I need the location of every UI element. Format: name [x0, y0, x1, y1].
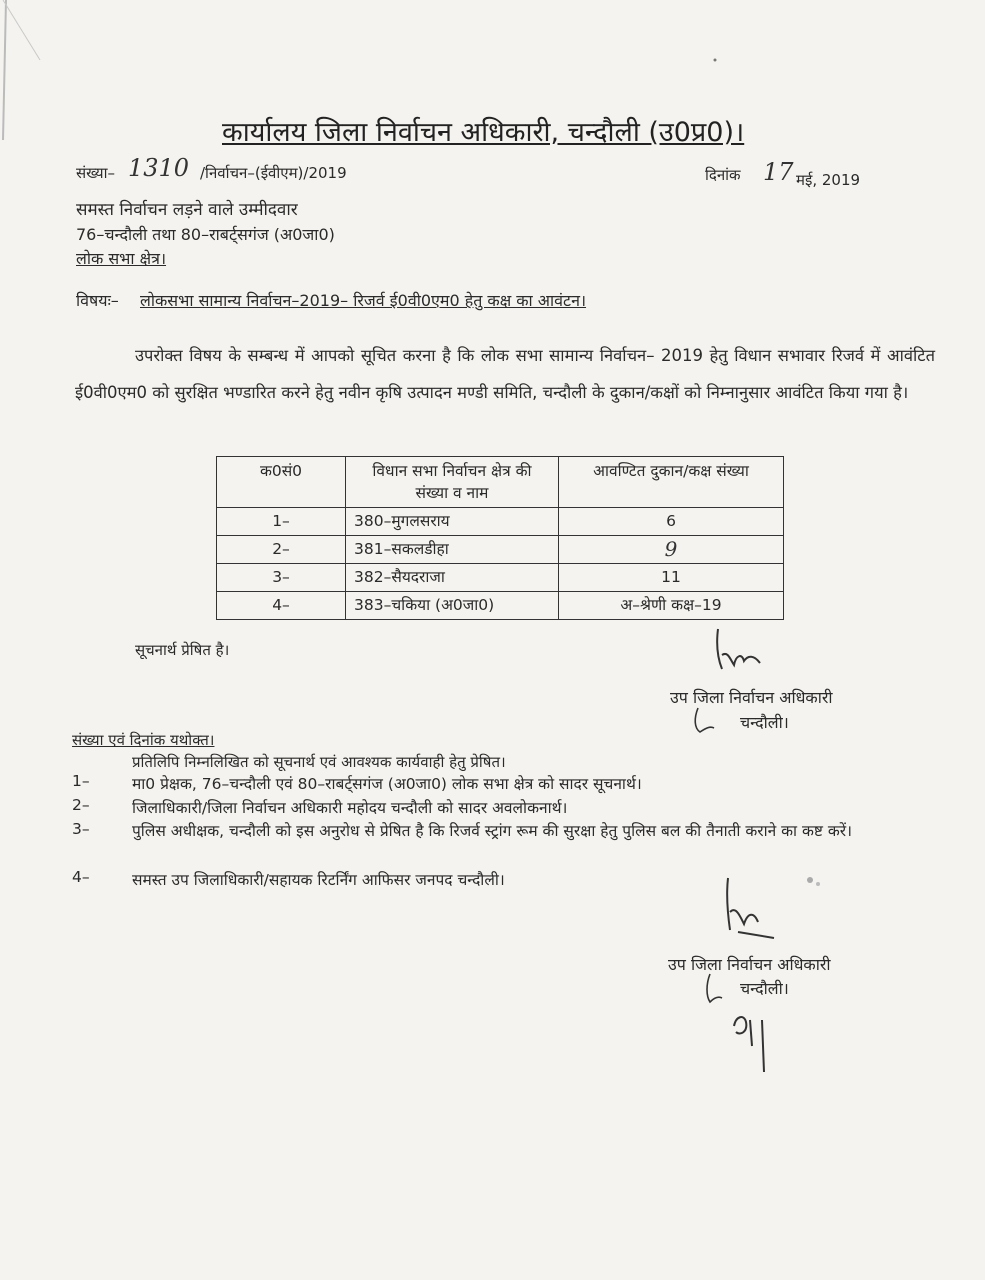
- list-item-number: 4–: [72, 868, 90, 886]
- cell-constituency: 380–मुगलसराय: [346, 508, 559, 536]
- office-title: कार्यालय जिला निर्वाचन अधिकारी, चन्दौली (उ0प्र0)।: [222, 117, 745, 148]
- ref-number-handwritten: 1310: [128, 154, 190, 182]
- cell-serial: 2–: [217, 536, 346, 564]
- cell-constituency: 382–सैयदराजा: [346, 564, 559, 592]
- addressee-line-2: 76–चन्दौली तथा 80–राबर्ट्सगंज (अ0जा0): [76, 225, 335, 244]
- copy-intro: प्रतिलिपि निम्नलिखित को सूचनार्थ एवं आवश्यक कार्यवाही हेतु प्रेषित।: [132, 753, 506, 771]
- list-item-text: समस्त उप जिलाधिकारी/सहायक रिटर्निंग आफिसर जनपद चन्दौली।: [132, 871, 505, 889]
- list-item-number: 1–: [72, 772, 90, 790]
- list-item-text: मा0 प्रेक्षक, 76–चन्दौली एवं 80–राबर्ट्सगंज (अ0जा0) लोक सभा क्षेत्र को सादर सूचनार्थ।: [132, 775, 642, 793]
- initial-2-icon: [700, 972, 730, 1006]
- list-item-number: 3–: [72, 820, 90, 838]
- signature-2-place: चन्दौली।: [740, 979, 789, 998]
- cell-room: 11: [559, 564, 784, 592]
- ref-number-suffix: /निर्वाचन–(ईवीएम)/2019: [200, 164, 347, 182]
- closing-line: सूचनार्थ प्रेषित है।: [135, 641, 230, 659]
- addressee-line-1: समस्त निर्वाचन लड़ने वाले उम्मीदवार: [76, 200, 298, 220]
- cell-room: अ–श्रेणी कक्ष–19: [559, 592, 784, 620]
- subject-text: लोकसभा सामान्य निर्वाचन–2019– रिजर्व ई0वी0एम0 हेतु कक्ष का आवंटन।: [140, 291, 587, 310]
- header-constituency: विधान सभा निर्वाचन क्षेत्र की संख्या व नाम: [346, 457, 559, 508]
- copy-ref-line: संख्या एवं दिनांक यथोक्त।: [72, 731, 215, 749]
- header-room: आवण्टित दुकान/कक्ष संख्या: [559, 457, 784, 508]
- ref-number-label: संख्या–: [76, 164, 116, 182]
- list-item-number: 2–: [72, 796, 90, 814]
- table-row: [217, 592, 784, 620]
- cell-serial: 4–: [217, 592, 346, 620]
- cell-room: 9: [559, 536, 784, 564]
- date-handwritten: 17: [763, 158, 794, 186]
- signature-1-icon: [712, 625, 782, 675]
- table-row: [217, 564, 784, 592]
- table-header-row: [217, 457, 784, 508]
- table-row: [217, 508, 784, 536]
- list-item: [72, 772, 932, 794]
- copy-list: [72, 772, 932, 890]
- addressee-line-3: लोक सभा क्षेत्र।: [76, 249, 167, 268]
- dispatch-mark-icon: [728, 1006, 778, 1076]
- cell-room: 6: [559, 508, 784, 536]
- subject-label: विषयः–: [76, 291, 119, 310]
- list-item: [72, 796, 932, 818]
- signature-1-place: चन्दौली।: [740, 713, 789, 732]
- initial-1-icon: [690, 706, 720, 736]
- date-label: दिनांक: [705, 166, 741, 184]
- signature-2-title: उप जिला निर्वाचन अधिकारी: [668, 955, 831, 974]
- list-item: [72, 820, 932, 864]
- date-month-year: मई, 2019: [796, 171, 861, 189]
- cell-constituency: 383–चकिया (अ0जा0): [346, 592, 559, 620]
- table-row: [217, 536, 784, 564]
- cell-serial: 3–: [217, 564, 346, 592]
- list-item-text: जिलाधिकारी/जिला निर्वाचन अधिकारी महोदय चन्दौली को सादर अवलोकनार्थ।: [132, 799, 568, 817]
- list-item: [72, 868, 932, 890]
- cell-constituency: 381–सकलडीहा: [346, 536, 559, 564]
- signature-1-title: उप जिला निर्वाचन अधिकारी: [670, 688, 833, 707]
- allocation-table: [216, 456, 784, 620]
- signature-2-icon: [718, 872, 788, 942]
- list-item-text: पुलिस अधीक्षक, चन्दौली को इस अनुरोध से प्रेषित है कि रिजर्व स्ट्रांग रूम की सुरक्षा हेतु पुलिस बल की तैनाती कराने का कष्ट करें।: [132, 822, 852, 840]
- body-paragraph-text: उपरोक्त विषय के सम्बन्ध में आपको सूचित करना है कि लोक सभा सामान्य निर्वाचन– 2019 हेतु विधान सभावार रिजर्व में आवंटित ई0वी0एम0 को सुरक्षित भण्डारित करने हेतु नवीन कृषि उत्पादन मण्डी समिति, चन्दौली के दुकान/कक्षों को निम्नानुसार आवंटित किया गया है।: [75, 346, 935, 402]
- header-serial: क0सं0: [217, 457, 346, 508]
- cell-serial: 1–: [217, 508, 346, 536]
- body-paragraph: [75, 337, 935, 411]
